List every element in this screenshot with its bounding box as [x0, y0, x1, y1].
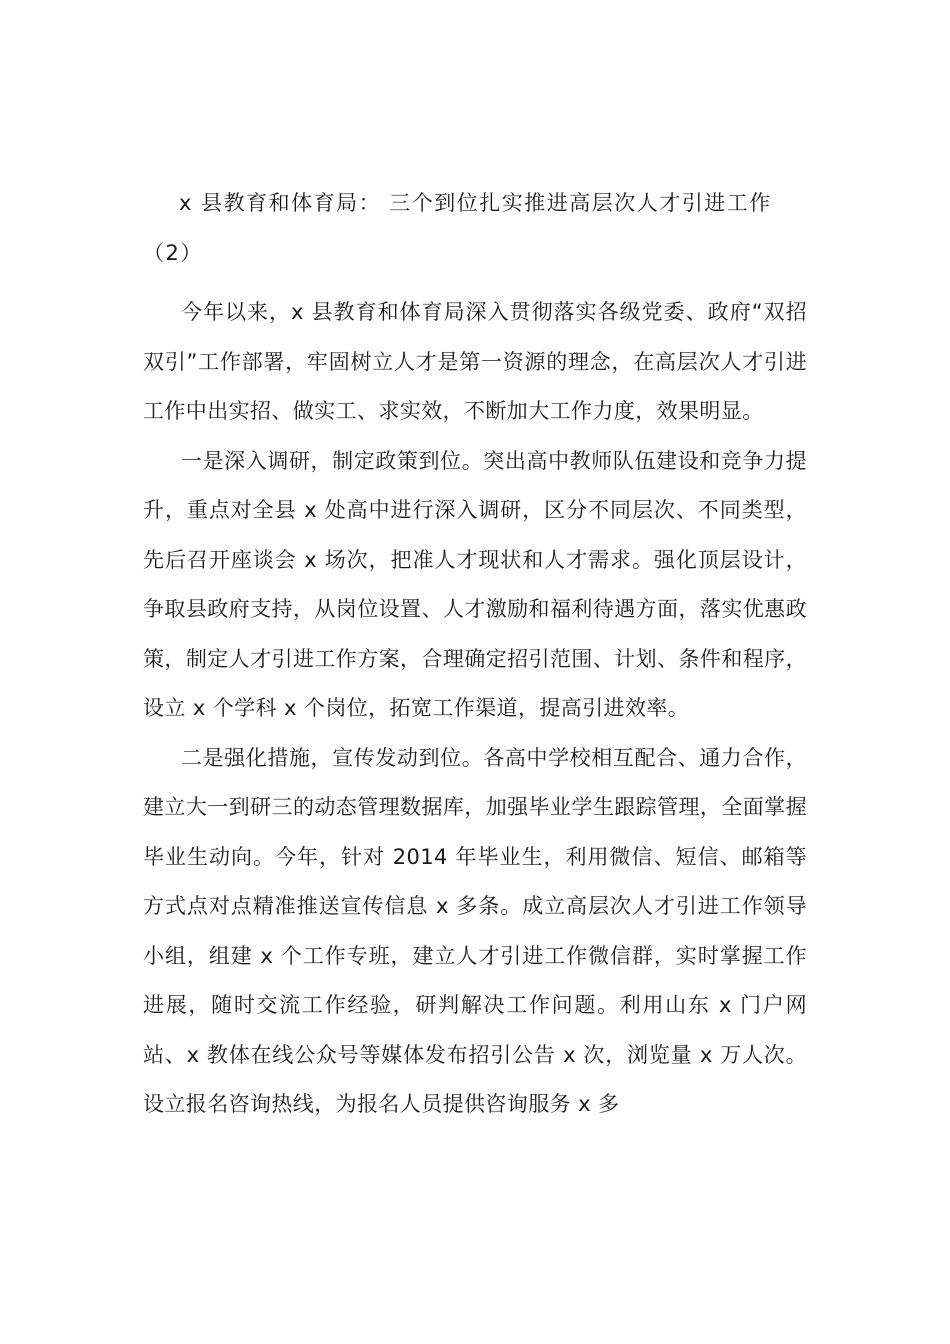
- paragraph-measures-publicity: 二是强化措施，宣传发动到位。各高中学校相互配合、通力合作，建立大一到研三的动态管理数据库，加强毕业学生跟踪管理，全面掌握毕业生动向。今年，针对 2014 年毕业生，利用微信、短信、邮箱等方式点对点精准推送宣传信息 x 多条。成立高层次人才引进工作领导小组，组建 x 个工作专班，建立人才引进工作微信群，实时掌握工作进展，随时交流工作经验，研判解决工作问题。利用山东 x 门户网站、x 教体在线公众号等媒体发布招引公告 x 次，浏览量 x 万人次。设立报名咨询热线，为报名人员提供咨询服务 x 多: [143, 745, 807, 1116]
- paragraph-intro: 今年以来，x 县教育和体育局深入贯彻落实各级党委、政府“双招双引”工作部署，牢固树立人才是第一资源的理念，在高层次人才引进工作中出实招、做实工、求实效，不断加大工作力度，效果明显。: [143, 300, 807, 423]
- title-spacer: [143, 278, 807, 288]
- document-title: x 县教育和体育局： 三个到位扎实推进高层次人才引进工作（2）: [143, 191, 772, 265]
- document-body: [143, 179, 807, 1130]
- paragraph-research-policy: 一是深入调研，制定政策到位。突出高中教师队伍建设和竞争力提升，重点对全县 x 处高中进行深入调研，区分不同层次、不同类型，先后召开座谈会 x 场次，把准人才现状和人才需求。强化顶层设计，争取县政府支持，从岗位设置、人才激励和福利待遇方面，落实优惠政策，制定人才引进工作方案，合理确定招引范围、计划、条件和程序，设立 x 个学科 x 个岗位，拓宽工作渠道，提高引进效率。: [143, 448, 807, 720]
